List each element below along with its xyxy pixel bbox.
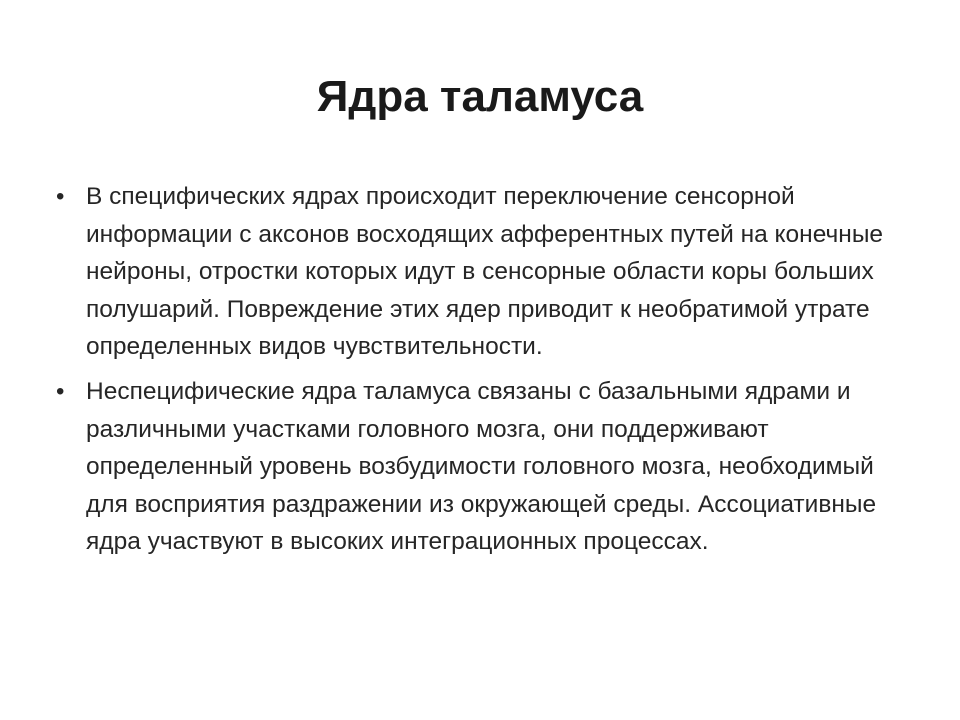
bullet-text: В специфических ядрах происходит переключение сенсорной информации с аксонов восходящих афферентных путей на конечные нейроны, отростки которых идут в сенсорные области коры больших полушарий. Повреждение этих ядер приводит к необратимой утрате определенных видов чувствительности. [86,183,884,361]
bullet-item-nonspecific-nuclei [56,373,906,561]
bullet-dot-icon: • [56,377,65,405]
bullet-dot-icon: • [56,183,65,210]
bullet-list [56,178,906,568]
bullet-text: Неспецифические ядра таламуса связаны с базальными ядрами и различными участками головного мозга, они поддерживают определенный уровень возбудимости головного мозга, необходимый для восприятия раздражении из окружающей среды. Ассоциативные ядра участвуют в высоких интеграционных процессах. [86,377,877,556]
slide-title: Ядра таламуса [316,72,644,121]
bullet-item-specific-nuclei [56,178,906,366]
